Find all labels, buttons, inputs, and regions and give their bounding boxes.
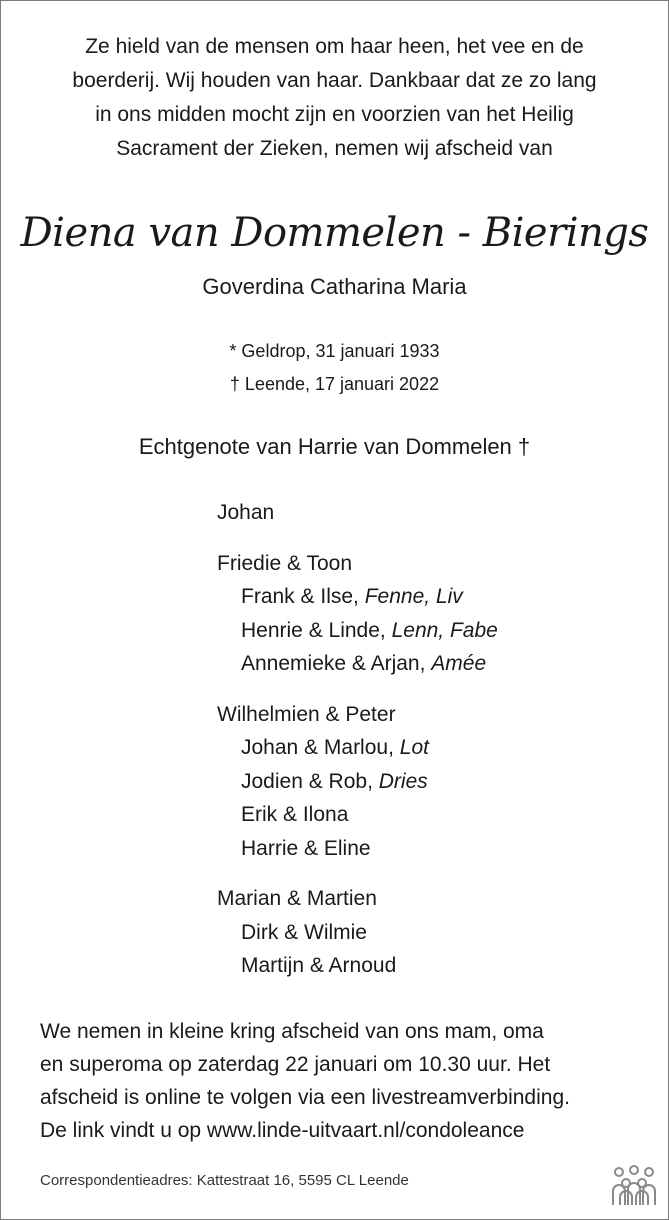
grandchild-names: Frank & Ilse (241, 585, 354, 608)
intro-text (21, 30, 648, 166)
grandchild-names: Harrie & Eline (241, 836, 371, 860)
grandchild-row (217, 949, 498, 983)
people-group-icon (609, 1165, 659, 1207)
grandchild-names: Martijn & Arnoud (241, 954, 397, 977)
grandchild-row: Annemieke & Arjan, Amée (241, 652, 487, 675)
ceremony-line: De link vindt u op www.linde-uitvaart.nl/condoleance (40, 1119, 525, 1142)
grandchild-row: Jodien & Rob, Dries (241, 769, 428, 793)
family-group (217, 496, 498, 530)
death-date: † Leende, 17 januari 2022 (229, 374, 440, 394)
grandchild-row (217, 832, 498, 866)
grandchild-row: Johan & Marlou, Lot (241, 736, 429, 759)
grandchild-names: Henrie & Linde (241, 618, 380, 642)
ceremony-line: We nemen in kleine kring afscheid van ons mam, oma (40, 1020, 544, 1043)
intro-line: Sacrament der Zieken, nemen wij afscheid van (116, 137, 553, 160)
family-group (217, 547, 498, 681)
family-list (217, 496, 498, 1000)
ceremony-line: afscheid is online te volgen via een livestreamverbinding. (40, 1086, 570, 1109)
great-grandchildren-names: Fenne, Liv (364, 585, 463, 608)
ceremony-text (40, 1015, 640, 1147)
grandchild-row (217, 916, 498, 950)
family-head: Johan (217, 501, 275, 524)
intro-line: Ze hield van de mensen om haar heen, het vee en de (85, 35, 584, 58)
family-group (217, 882, 498, 983)
birth-date: * Geldrop, 31 januari 1933 (229, 341, 440, 361)
grandchild-names: Annemieke & Arjan (241, 652, 420, 675)
family-head: Marian & Martien (217, 887, 377, 910)
spouse-line: Echtgenote van Harrie van Dommelen † (138, 434, 531, 459)
great-grandchildren-names: Lenn, Fabe (391, 618, 498, 642)
deceased-name: Diena van Dommelen - Bierings (20, 210, 649, 256)
family-group (217, 698, 498, 866)
intro-line: in ons midden mocht zijn en voorzien van het Heilig (95, 103, 574, 126)
great-grandchildren-names: Dries (378, 769, 428, 793)
grandchild-names: Dirk & Wilmie (241, 920, 367, 944)
grandchild-names: Erik & Ilona (241, 803, 349, 826)
grandchild-row (217, 798, 498, 832)
family-head: Wilhelmien & Peter (217, 702, 396, 726)
deceased-full-names: Goverdina Catharina Maria (202, 274, 467, 299)
grandchild-names: Johan & Marlou (241, 736, 389, 759)
great-grandchildren-names: Amée (431, 652, 487, 675)
life-dates (1, 335, 668, 401)
grandchild-names: Jodien & Rob (241, 769, 368, 793)
grandchild-row: Frank & Ilse, Fenne, Liv (241, 585, 463, 608)
intro-line: boerderij. Wij houden van haar. Dankbaar dat ze zo lang (72, 69, 597, 92)
great-grandchildren-names: Lot (399, 736, 429, 759)
grandchild-row: Henrie & Linde, Lenn, Fabe (241, 618, 498, 642)
ceremony-line: en superoma op zaterdag 22 januari om 10.30 uur. Het (40, 1053, 551, 1076)
correspondence-address: Correspondentieadres: Kattestraat 16, 5595 CL Leende (40, 1172, 409, 1189)
family-head: Friedie & Toon (217, 551, 353, 575)
